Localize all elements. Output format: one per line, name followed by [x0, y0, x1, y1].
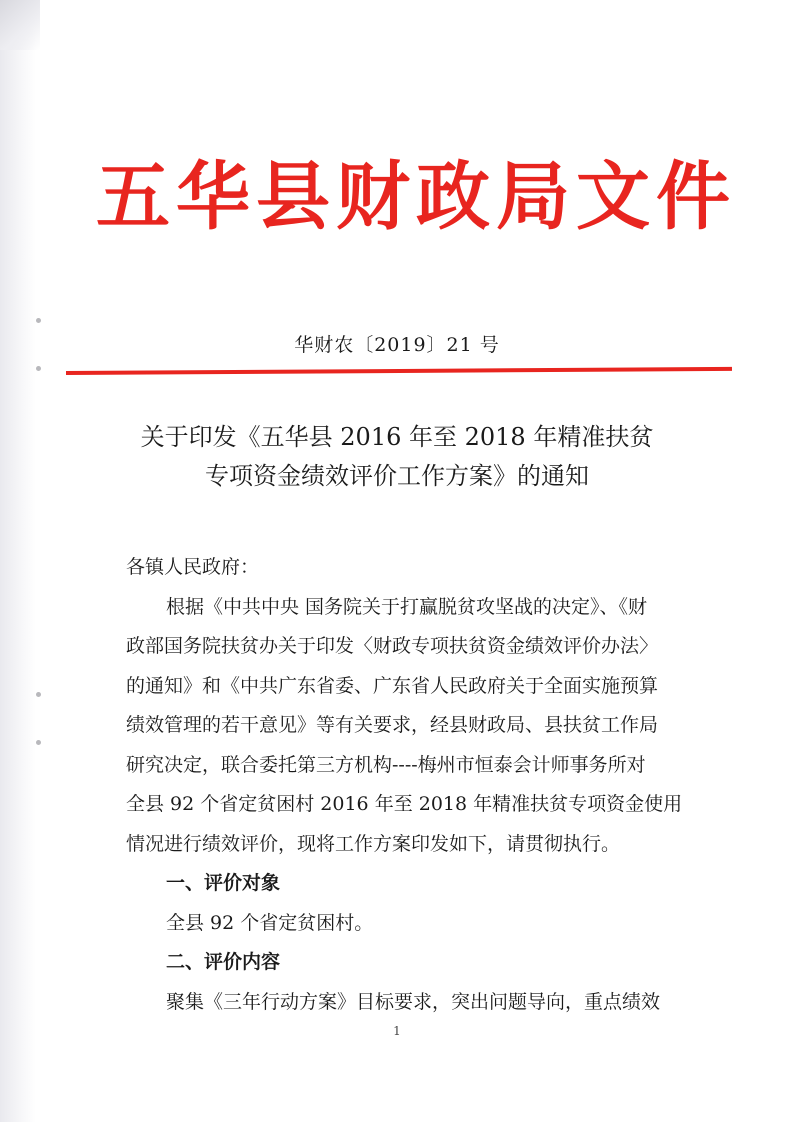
folded-corner: [0, 0, 40, 50]
paragraph-line: 全县 92 个省定贫困村 2016 年至 2018 年精准扶贫专项资金使用: [126, 793, 683, 815]
binding-hole: [36, 366, 41, 371]
paragraph-line: 根据《中共中央 国务院关于打赢脱贫攻坚战的决定》、《财: [166, 595, 648, 618]
notice-title-line: 关于印发《五华县 2016 年至 2018 年精准扶贫: [140, 423, 654, 451]
section-text: 聚集《三年行动方案》目标要求，突出问题导向，重点绩效: [166, 990, 661, 1013]
binding-hole: [36, 318, 41, 323]
paragraph-line: 情况进行绩效评价，现将工作方案印发如下，请贯彻执行。: [126, 832, 621, 855]
paragraph-line: 政部国务院扶贫办关于印发〈财政专项扶贫资金绩效评价办法〉: [126, 635, 659, 657]
notice-title-line: 专项资金绩效评价工作方案》的通知: [205, 462, 589, 490]
document-number: 华财农〔2019〕21 号: [294, 334, 500, 356]
red-divider-line: [66, 367, 732, 375]
section-heading: 二、评价内容: [166, 951, 281, 973]
section-text: 全县 92 个省定贫困村。: [166, 911, 374, 934]
page-number: 1: [393, 1024, 401, 1038]
paragraph-line: 的通知》和《中共广东省委、广东省人民政府关于全面实施预算: [126, 674, 659, 697]
salutation: 各镇人民政府：: [126, 556, 260, 578]
paragraph-line: 绩效管理的若干意见》等有关要求，经县财政局、县扶贫工作局: [126, 714, 659, 736]
binding-hole: [36, 692, 41, 697]
section-heading: 一、评价对象: [166, 872, 281, 894]
binding-hole: [36, 740, 41, 745]
notice-title: [0, 418, 794, 496]
document-header-title: 五华县财政局文件: [96, 154, 736, 240]
document-body: [126, 548, 746, 1022]
paragraph-line: 研究决定，联合委托第三方机构----梅州市恒泰会计师事务所对: [126, 753, 646, 776]
scan-edge-shadow: [0, 0, 36, 1122]
